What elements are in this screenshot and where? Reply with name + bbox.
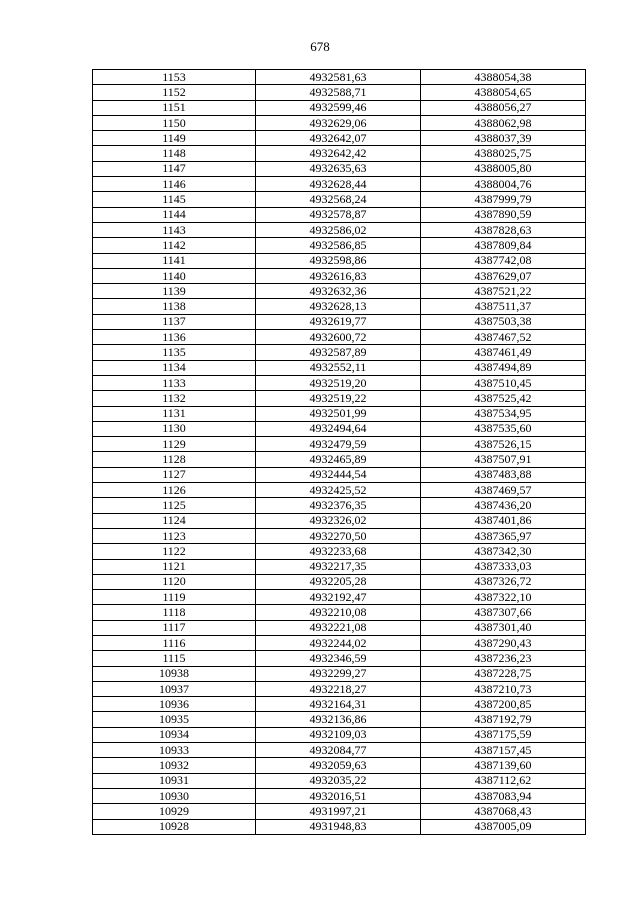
point-number-cell: 10929 bbox=[93, 804, 256, 819]
x-coordinate-cell: 4932465,89 bbox=[256, 452, 421, 467]
point-number-cell: 1143 bbox=[93, 222, 256, 237]
point-number-cell: 1132 bbox=[93, 391, 256, 406]
table-row bbox=[93, 406, 586, 421]
y-coordinate-cell: 4388054,38 bbox=[421, 70, 586, 85]
point-number-cell: 1130 bbox=[93, 421, 256, 436]
y-coordinate-cell: 4387494,89 bbox=[421, 360, 586, 375]
table-row bbox=[93, 192, 586, 207]
y-coordinate-cell: 4387467,52 bbox=[421, 330, 586, 345]
y-coordinate-cell: 4387228,75 bbox=[421, 666, 586, 681]
point-number-cell: 10933 bbox=[93, 743, 256, 758]
point-number-cell: 1139 bbox=[93, 284, 256, 299]
x-coordinate-cell: 4932136,86 bbox=[256, 712, 421, 727]
x-coordinate-cell: 4932059,63 bbox=[256, 758, 421, 773]
x-coordinate-cell: 4932552,11 bbox=[256, 360, 421, 375]
x-coordinate-cell: 4932632,36 bbox=[256, 284, 421, 299]
point-number-cell: 1152 bbox=[93, 85, 256, 100]
x-coordinate-cell: 4932600,72 bbox=[256, 330, 421, 345]
x-coordinate-cell: 4932244,02 bbox=[256, 635, 421, 650]
y-coordinate-cell: 4387483,88 bbox=[421, 467, 586, 482]
table-row bbox=[93, 467, 586, 482]
x-coordinate-cell: 4932578,87 bbox=[256, 207, 421, 222]
x-coordinate-cell: 4931948,83 bbox=[256, 819, 421, 834]
table-row bbox=[93, 666, 586, 681]
y-coordinate-cell: 4387436,20 bbox=[421, 498, 586, 513]
point-number-cell: 1122 bbox=[93, 544, 256, 559]
table-row bbox=[93, 375, 586, 390]
table-row bbox=[93, 712, 586, 727]
point-number-cell: 1135 bbox=[93, 345, 256, 360]
table-row bbox=[93, 788, 586, 803]
y-coordinate-cell: 4387890,59 bbox=[421, 207, 586, 222]
table-row bbox=[93, 452, 586, 467]
table-row bbox=[93, 238, 586, 253]
y-coordinate-cell: 4387192,79 bbox=[421, 712, 586, 727]
y-coordinate-cell: 4387809,84 bbox=[421, 238, 586, 253]
table-row bbox=[93, 590, 586, 605]
point-number-cell: 1125 bbox=[93, 498, 256, 513]
point-number-cell: 1142 bbox=[93, 238, 256, 253]
x-coordinate-cell: 4932568,24 bbox=[256, 192, 421, 207]
y-coordinate-cell: 4387629,07 bbox=[421, 268, 586, 283]
y-coordinate-cell: 4387534,95 bbox=[421, 406, 586, 421]
table-row bbox=[93, 268, 586, 283]
x-coordinate-cell: 4932425,52 bbox=[256, 483, 421, 498]
x-coordinate-cell: 4932479,59 bbox=[256, 437, 421, 452]
x-coordinate-cell: 4932519,20 bbox=[256, 375, 421, 390]
point-number-cell: 10937 bbox=[93, 681, 256, 696]
x-coordinate-cell: 4932016,51 bbox=[256, 788, 421, 803]
point-number-cell: 1118 bbox=[93, 605, 256, 620]
x-coordinate-cell: 4932444,54 bbox=[256, 467, 421, 482]
point-number-cell: 1145 bbox=[93, 192, 256, 207]
y-coordinate-cell: 4387210,73 bbox=[421, 681, 586, 696]
point-number-cell: 10931 bbox=[93, 773, 256, 788]
y-coordinate-cell: 4387342,30 bbox=[421, 544, 586, 559]
y-coordinate-cell: 4388062,98 bbox=[421, 115, 586, 130]
y-coordinate-cell: 4387083,94 bbox=[421, 788, 586, 803]
y-coordinate-cell: 4387401,86 bbox=[421, 513, 586, 528]
y-coordinate-cell: 4387175,59 bbox=[421, 727, 586, 742]
y-coordinate-cell: 4387200,85 bbox=[421, 697, 586, 712]
x-coordinate-cell: 4932210,08 bbox=[256, 605, 421, 620]
x-coordinate-cell: 4932586,02 bbox=[256, 222, 421, 237]
table-row bbox=[93, 819, 586, 834]
y-coordinate-cell: 4387521,22 bbox=[421, 284, 586, 299]
point-number-cell: 1140 bbox=[93, 268, 256, 283]
x-coordinate-cell: 4932598,86 bbox=[256, 253, 421, 268]
y-coordinate-cell: 4387461,49 bbox=[421, 345, 586, 360]
table-row bbox=[93, 360, 586, 375]
point-number-cell: 1148 bbox=[93, 146, 256, 161]
point-number-cell: 1150 bbox=[93, 115, 256, 130]
y-coordinate-cell: 4388005,80 bbox=[421, 161, 586, 176]
point-number-cell: 10936 bbox=[93, 697, 256, 712]
point-number-cell: 1131 bbox=[93, 406, 256, 421]
point-number-cell: 1127 bbox=[93, 467, 256, 482]
x-coordinate-cell: 4932205,28 bbox=[256, 574, 421, 589]
point-number-cell: 10932 bbox=[93, 758, 256, 773]
point-number-cell: 1133 bbox=[93, 375, 256, 390]
table-row bbox=[93, 528, 586, 543]
y-coordinate-cell: 4388025,75 bbox=[421, 146, 586, 161]
point-number-cell: 1128 bbox=[93, 452, 256, 467]
x-coordinate-cell: 4932629,06 bbox=[256, 115, 421, 130]
y-coordinate-cell: 4387157,45 bbox=[421, 743, 586, 758]
table-row bbox=[93, 131, 586, 146]
point-number-cell: 1141 bbox=[93, 253, 256, 268]
y-coordinate-cell: 4387469,57 bbox=[421, 483, 586, 498]
x-coordinate-cell: 4932642,07 bbox=[256, 131, 421, 146]
point-number-cell: 10938 bbox=[93, 666, 256, 681]
y-coordinate-cell: 4387999,79 bbox=[421, 192, 586, 207]
x-coordinate-cell: 4932326,02 bbox=[256, 513, 421, 528]
table-row bbox=[93, 483, 586, 498]
x-coordinate-cell: 4932599,46 bbox=[256, 100, 421, 115]
table-row bbox=[93, 498, 586, 513]
table-row bbox=[93, 299, 586, 314]
point-number-cell: 1123 bbox=[93, 528, 256, 543]
table-row bbox=[93, 574, 586, 589]
x-coordinate-cell: 4932164,31 bbox=[256, 697, 421, 712]
y-coordinate-cell: 4387290,43 bbox=[421, 635, 586, 650]
table-row bbox=[93, 635, 586, 650]
point-number-cell: 1153 bbox=[93, 70, 256, 85]
y-coordinate-cell: 4387511,37 bbox=[421, 299, 586, 314]
table-row bbox=[93, 222, 586, 237]
x-coordinate-cell: 4932494,64 bbox=[256, 421, 421, 436]
point-number-cell: 1117 bbox=[93, 620, 256, 635]
table-row bbox=[93, 391, 586, 406]
y-coordinate-cell: 4387525,42 bbox=[421, 391, 586, 406]
y-coordinate-cell: 4387326,72 bbox=[421, 574, 586, 589]
table-row bbox=[93, 85, 586, 100]
table-row bbox=[93, 544, 586, 559]
y-coordinate-cell: 4388004,76 bbox=[421, 177, 586, 192]
table-row bbox=[93, 345, 586, 360]
table-row bbox=[93, 758, 586, 773]
point-number-cell: 1146 bbox=[93, 177, 256, 192]
page-number: 678 bbox=[310, 39, 330, 54]
x-coordinate-cell: 4932616,83 bbox=[256, 268, 421, 283]
point-number-cell: 1121 bbox=[93, 559, 256, 574]
point-number-cell: 1147 bbox=[93, 161, 256, 176]
y-coordinate-cell: 4387322,10 bbox=[421, 590, 586, 605]
table-row bbox=[93, 605, 586, 620]
x-coordinate-cell: 4932346,59 bbox=[256, 651, 421, 666]
table-row bbox=[93, 70, 586, 85]
x-coordinate-cell: 4932628,44 bbox=[256, 177, 421, 192]
y-coordinate-cell: 4387307,66 bbox=[421, 605, 586, 620]
y-coordinate-cell: 4387526,15 bbox=[421, 437, 586, 452]
point-number-cell: 10934 bbox=[93, 727, 256, 742]
table-row bbox=[93, 620, 586, 635]
x-coordinate-cell: 4932109,03 bbox=[256, 727, 421, 742]
point-number-cell: 10935 bbox=[93, 712, 256, 727]
y-coordinate-cell: 4387068,43 bbox=[421, 804, 586, 819]
x-coordinate-cell: 4932642,42 bbox=[256, 146, 421, 161]
x-coordinate-cell: 4932084,77 bbox=[256, 743, 421, 758]
table-row bbox=[93, 115, 586, 130]
table-row bbox=[93, 284, 586, 299]
x-coordinate-cell: 4932587,89 bbox=[256, 345, 421, 360]
table-row bbox=[93, 804, 586, 819]
y-coordinate-cell: 4387333,03 bbox=[421, 559, 586, 574]
y-coordinate-cell: 4387301,40 bbox=[421, 620, 586, 635]
point-number-cell: 10930 bbox=[93, 788, 256, 803]
table-row bbox=[93, 697, 586, 712]
point-number-cell: 1134 bbox=[93, 360, 256, 375]
x-coordinate-cell: 4932270,50 bbox=[256, 528, 421, 543]
y-coordinate-cell: 4387742,08 bbox=[421, 253, 586, 268]
table-row bbox=[93, 177, 586, 192]
coordinates-table bbox=[92, 69, 586, 835]
table-row bbox=[93, 437, 586, 452]
x-coordinate-cell: 4932501,99 bbox=[256, 406, 421, 421]
point-number-cell: 1129 bbox=[93, 437, 256, 452]
table-row bbox=[93, 513, 586, 528]
point-number-cell: 1138 bbox=[93, 299, 256, 314]
x-coordinate-cell: 4932628,13 bbox=[256, 299, 421, 314]
y-coordinate-cell: 4387507,91 bbox=[421, 452, 586, 467]
point-number-cell: 1136 bbox=[93, 330, 256, 345]
x-coordinate-cell: 4932218,27 bbox=[256, 681, 421, 696]
table-row bbox=[93, 727, 586, 742]
y-coordinate-cell: 4387535,60 bbox=[421, 421, 586, 436]
x-coordinate-cell: 4932586,85 bbox=[256, 238, 421, 253]
x-coordinate-cell: 4932619,77 bbox=[256, 314, 421, 329]
x-coordinate-cell: 4932221,08 bbox=[256, 620, 421, 635]
x-coordinate-cell: 4931997,21 bbox=[256, 804, 421, 819]
x-coordinate-cell: 4932233,68 bbox=[256, 544, 421, 559]
table-row bbox=[93, 773, 586, 788]
table-row bbox=[93, 253, 586, 268]
x-coordinate-cell: 4932299,27 bbox=[256, 666, 421, 681]
point-number-cell: 1120 bbox=[93, 574, 256, 589]
table-row bbox=[93, 100, 586, 115]
y-coordinate-cell: 4388056,27 bbox=[421, 100, 586, 115]
point-number-cell: 1124 bbox=[93, 513, 256, 528]
y-coordinate-cell: 4387828,63 bbox=[421, 222, 586, 237]
point-number-cell: 1115 bbox=[93, 651, 256, 666]
x-coordinate-cell: 4932192,47 bbox=[256, 590, 421, 605]
table-row bbox=[93, 681, 586, 696]
point-number-cell: 1151 bbox=[93, 100, 256, 115]
x-coordinate-cell: 4932376,35 bbox=[256, 498, 421, 513]
x-coordinate-cell: 4932035,22 bbox=[256, 773, 421, 788]
y-coordinate-cell: 4387139,60 bbox=[421, 758, 586, 773]
y-coordinate-cell: 4388054,65 bbox=[421, 85, 586, 100]
point-number-cell: 1149 bbox=[93, 131, 256, 146]
x-coordinate-cell: 4932581,63 bbox=[256, 70, 421, 85]
x-coordinate-cell: 4932588,71 bbox=[256, 85, 421, 100]
y-coordinate-cell: 4387005,09 bbox=[421, 819, 586, 834]
point-number-cell: 10928 bbox=[93, 819, 256, 834]
y-coordinate-cell: 4387365,97 bbox=[421, 528, 586, 543]
table-row bbox=[93, 559, 586, 574]
table-row bbox=[93, 207, 586, 222]
table-row bbox=[93, 146, 586, 161]
point-number-cell: 1137 bbox=[93, 314, 256, 329]
x-coordinate-cell: 4932519,22 bbox=[256, 391, 421, 406]
x-coordinate-cell: 4932635,63 bbox=[256, 161, 421, 176]
y-coordinate-cell: 4388037,39 bbox=[421, 131, 586, 146]
point-number-cell: 1119 bbox=[93, 590, 256, 605]
point-number-cell: 1116 bbox=[93, 635, 256, 650]
table-row bbox=[93, 314, 586, 329]
x-coordinate-cell: 4932217,35 bbox=[256, 559, 421, 574]
point-number-cell: 1126 bbox=[93, 483, 256, 498]
table-row bbox=[93, 161, 586, 176]
table-row bbox=[93, 743, 586, 758]
table-row bbox=[93, 330, 586, 345]
coordinates-table-body bbox=[93, 70, 586, 835]
y-coordinate-cell: 4387236,23 bbox=[421, 651, 586, 666]
table-row bbox=[93, 651, 586, 666]
point-number-cell: 1144 bbox=[93, 207, 256, 222]
y-coordinate-cell: 4387510,45 bbox=[421, 375, 586, 390]
y-coordinate-cell: 4387112,62 bbox=[421, 773, 586, 788]
table-row bbox=[93, 421, 586, 436]
y-coordinate-cell: 4387503,38 bbox=[421, 314, 586, 329]
